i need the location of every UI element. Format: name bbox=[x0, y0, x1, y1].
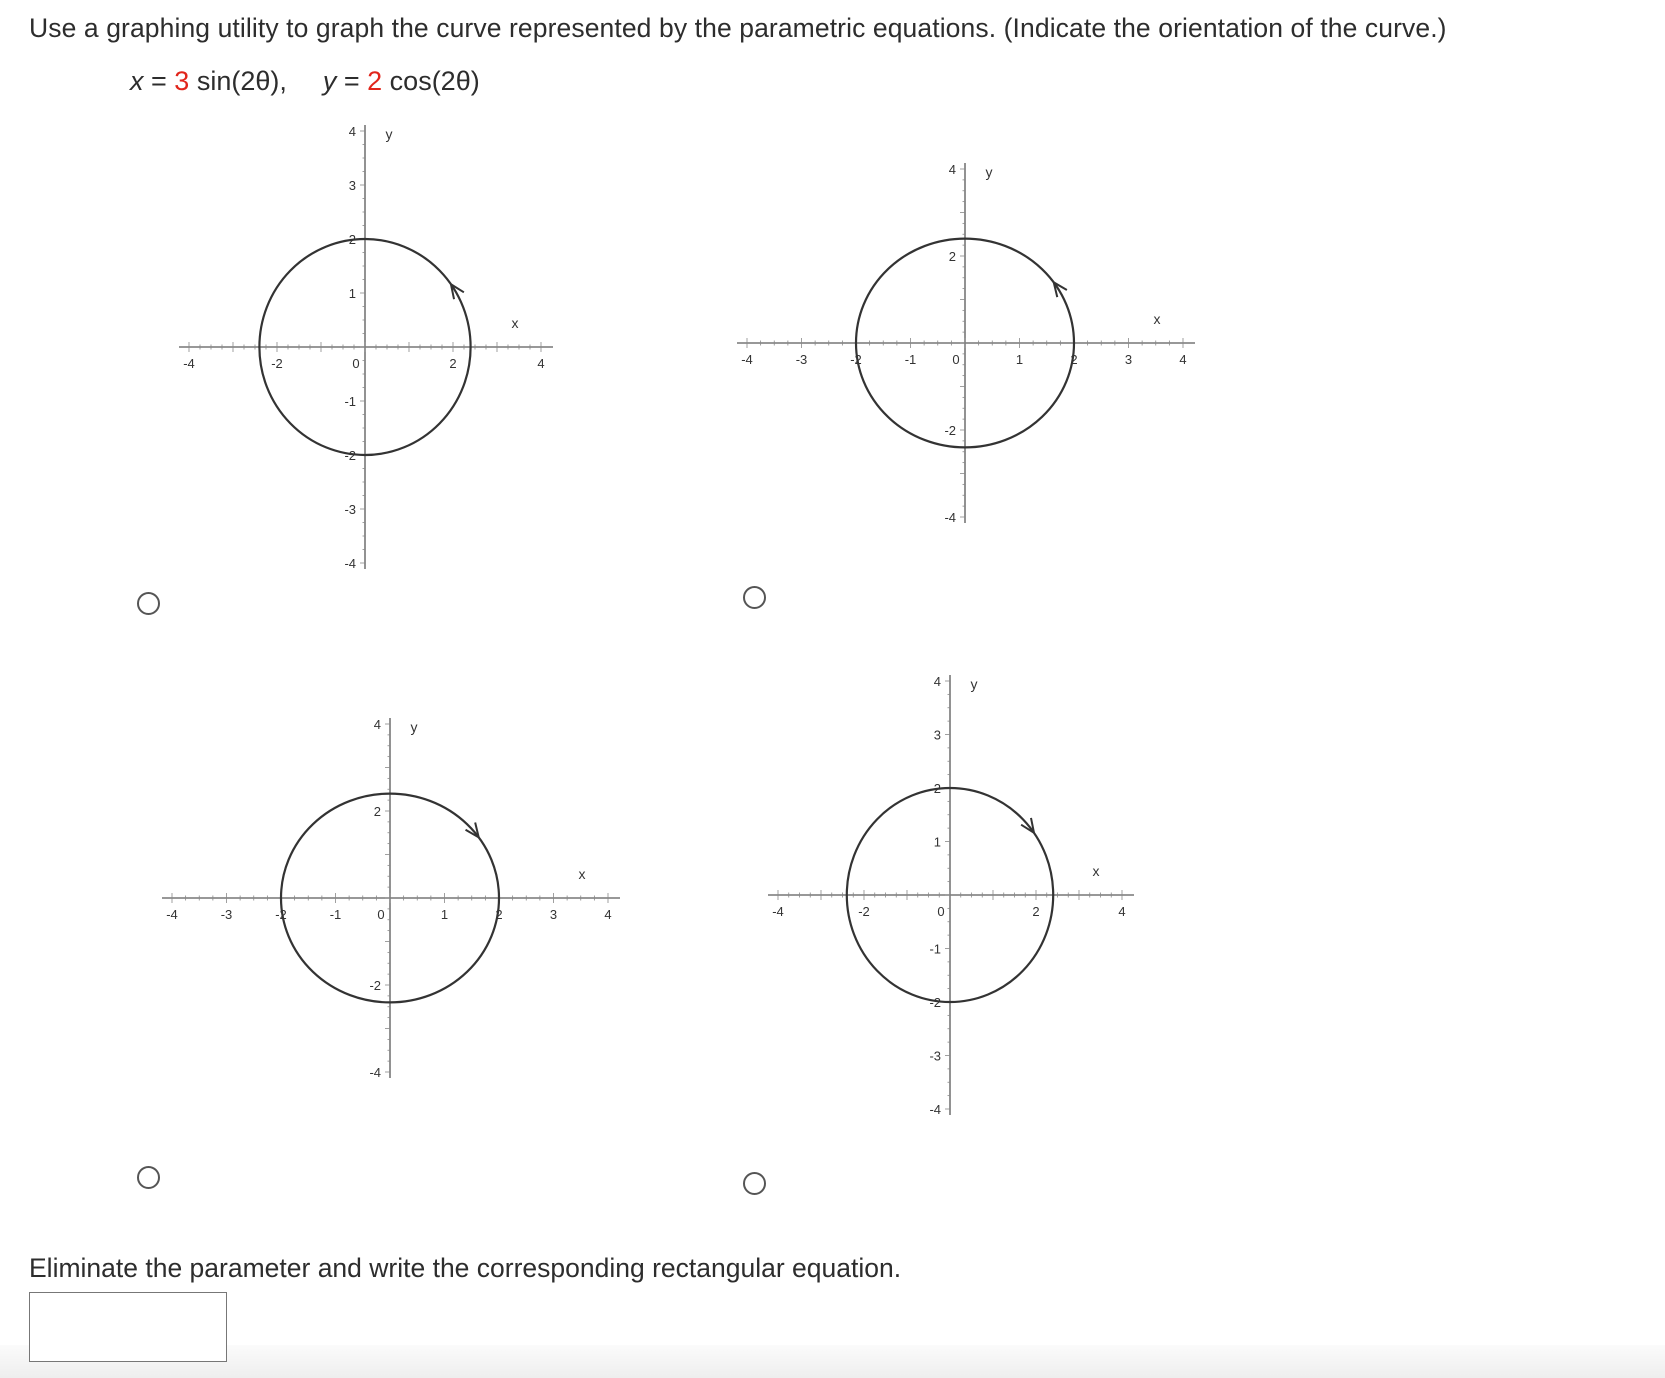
choice-b-graph bbox=[741, 130, 1260, 620]
rectangular-equation-prompt: Eliminate the parameter and write the corresponding rectangular equation. bbox=[29, 1253, 902, 1283]
y-tick-label: 2 bbox=[373, 804, 381, 819]
x-tick-label: -2 bbox=[271, 356, 283, 371]
x-tick-label: 4 bbox=[1118, 904, 1126, 919]
choice-d-radio[interactable] bbox=[743, 1172, 766, 1195]
y-tick-label: 4 bbox=[933, 674, 941, 689]
y-tick-label: -4 bbox=[344, 556, 356, 571]
parametric-equations bbox=[130, 66, 480, 97]
y-tick-label: 3 bbox=[348, 178, 356, 193]
choice-a-radio[interactable] bbox=[137, 592, 160, 615]
y-tick-label: -2 bbox=[929, 995, 941, 1010]
x-tick-label: 0 bbox=[952, 352, 960, 367]
y-function: cos(2θ) bbox=[382, 66, 480, 96]
y-tick-label: -2 bbox=[369, 978, 381, 993]
x-tick-label: -4 bbox=[166, 907, 178, 922]
y-tick-label: -2 bbox=[944, 423, 956, 438]
x-tick-label: -4 bbox=[183, 356, 195, 371]
y-tick-label: 4 bbox=[348, 124, 356, 139]
x-coefficient: 3 bbox=[174, 66, 190, 96]
y-coefficient: 2 bbox=[367, 66, 383, 96]
x-tick-label: -3 bbox=[795, 352, 808, 367]
x-axis-label: x bbox=[1153, 311, 1161, 327]
x-tick-label: -2 bbox=[275, 907, 287, 922]
y-tick-label: 1 bbox=[348, 286, 356, 301]
y-tick-label: -4 bbox=[369, 1065, 381, 1080]
x-axis-label: x bbox=[511, 315, 519, 331]
x-tick-label: 4 bbox=[537, 356, 545, 371]
y-tick-label: -3 bbox=[344, 502, 356, 517]
choice-c-radio[interactable] bbox=[137, 1166, 160, 1189]
y-variable: y bbox=[322, 66, 337, 96]
y-equals: = bbox=[336, 66, 368, 96]
choice-a-graph bbox=[165, 125, 645, 615]
x-variable: x bbox=[130, 66, 144, 96]
y-tick-label: -1 bbox=[929, 941, 941, 957]
choice-c-graph bbox=[166, 715, 652, 1205]
x-tick-label: -4 bbox=[741, 352, 753, 367]
y-tick-label: -3 bbox=[929, 1048, 941, 1064]
x-tick-label: 0 bbox=[377, 907, 385, 922]
x-tick-label: 4 bbox=[1179, 352, 1187, 367]
y-tick-label: 2 bbox=[933, 781, 941, 796]
y-tick-label: -4 bbox=[929, 1102, 941, 1117]
x-tick-label: 2 bbox=[1032, 904, 1040, 919]
x-equals: = bbox=[143, 66, 175, 96]
y-tick-label: 2 bbox=[948, 249, 956, 264]
question-text: Use a graphing utility to graph the curve represented by the parametric equations. (Indicate the orientation of the curve.) bbox=[29, 13, 1447, 43]
y-tick-label: 3 bbox=[933, 727, 941, 743]
y-tick-label: -4 bbox=[944, 510, 956, 525]
x-tick-label: 4 bbox=[604, 907, 612, 922]
x-tick-label: -2 bbox=[858, 904, 870, 919]
x-tick-label: 3 bbox=[1124, 352, 1133, 367]
x-axis-label: x bbox=[578, 866, 586, 882]
x-tick-label: -3 bbox=[220, 907, 233, 922]
y-axis-label: y bbox=[970, 676, 978, 692]
y-tick-label: 4 bbox=[373, 717, 381, 732]
bottom-fade bbox=[0, 1345, 1665, 1378]
x-tick-label: -1 bbox=[904, 352, 917, 367]
x-tick-label: -1 bbox=[329, 907, 342, 922]
x-axis-label: x bbox=[1092, 863, 1100, 879]
y-axis-label: y bbox=[410, 719, 418, 735]
x-tick-label: 0 bbox=[937, 904, 945, 919]
rectangular-equation-input[interactable] bbox=[29, 1292, 227, 1362]
y-axis-label: y bbox=[985, 164, 993, 180]
y-tick-label: -2 bbox=[344, 448, 356, 463]
x-tick-label: 3 bbox=[549, 907, 558, 922]
x-tick-label: 1 bbox=[1015, 352, 1024, 367]
y-tick-label: -1 bbox=[344, 394, 356, 409]
y-axis-label: y bbox=[385, 126, 393, 142]
choice-b-radio[interactable] bbox=[743, 586, 766, 609]
y-tick-label: 4 bbox=[948, 162, 956, 177]
x-tick-label: -4 bbox=[772, 904, 784, 919]
x-tick-label: 0 bbox=[352, 356, 360, 371]
y-tick-label: 2 bbox=[348, 232, 356, 247]
choice-d-graph bbox=[772, 674, 1260, 1195]
x-tick-label: 2 bbox=[1070, 352, 1078, 367]
x-tick-label: 1 bbox=[440, 907, 449, 922]
y-tick-label: 1 bbox=[933, 834, 941, 850]
x-tick-label: 2 bbox=[495, 907, 503, 922]
x-tick-label: 2 bbox=[449, 356, 457, 371]
x-tick-label: -2 bbox=[850, 352, 862, 367]
x-function: sin(2θ), bbox=[189, 66, 287, 96]
orientation-arrow bbox=[1054, 282, 1067, 297]
